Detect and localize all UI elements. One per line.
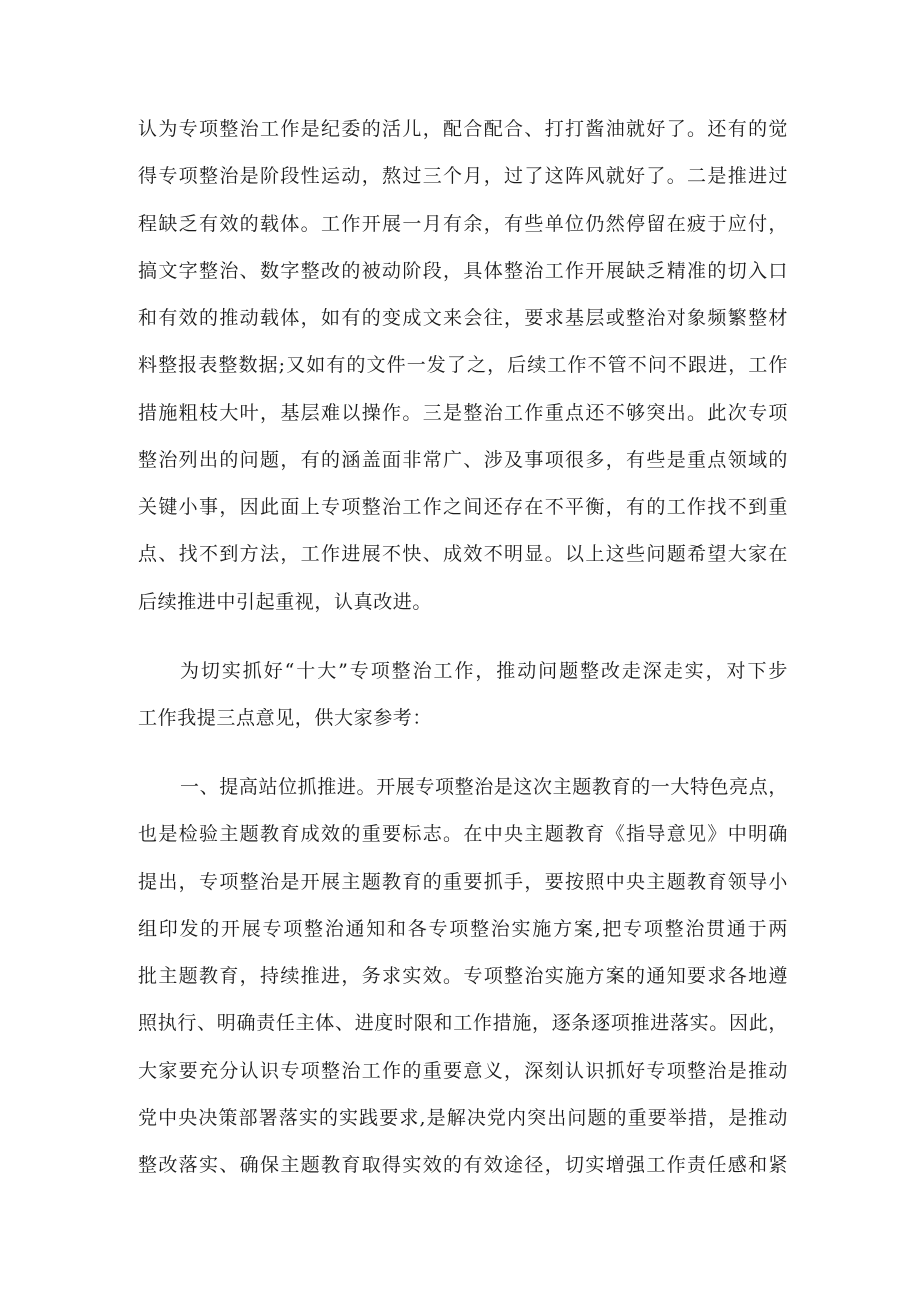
text-line: 料整报表整数据;又如有的文件一发了之，后续工作不管不问不跟进，工作: [138, 354, 788, 376]
text-line: 搞文字整治、数字整改的被动阶段，具体整治工作开展缺乏精准的切入口: [138, 260, 788, 282]
text-line: 整治列出的问题，有的涵盖面非常广、涉及事项很多，有些是重点领域的: [138, 449, 788, 471]
text-line: 措施粗枝大叶，基层难以操作。三是整治工作重点还不够突出。此次专项: [138, 402, 788, 424]
text-line: 和有效的推动载体，如有的变成文来会往，要求基层或整治对象频繁整材: [138, 307, 788, 329]
text-line: 关键小事，因此面上专项整治工作之间还存在不平衡，有的工作找不到重: [138, 496, 788, 518]
text-line: 为切实抓好“十大”专项整治工作，推动问题整改走深走实，对下步: [180, 660, 788, 682]
text-line: 程缺乏有效的载体。工作开展一月有余，有些单位仍然停留在疲于应付，: [138, 213, 788, 235]
text-line: 整改落实、确保主题教育取得实效的有效途径，切实增强工作责任感和紧: [138, 1154, 788, 1176]
text-line: 后续推进中引起重视，认真改进。: [138, 591, 433, 613]
text-line: 照执行、明确责任主体、进度时限和工作措施，逐条逐项推进落实。因此，: [138, 1012, 788, 1034]
text-line: 组印发的开展专项整治通知和各专项整治实施方案,把专项整治贯通于两: [138, 918, 788, 940]
text-line: 也是检验主题教育成效的重要标志。在中央主题教育《指导意见》中明确: [138, 823, 788, 845]
text-line: 一、提高站位抓推进。开展专项整治是这次主题教育的一大特色亮点，: [180, 776, 788, 798]
text-line: 认为专项整治工作是纪委的活儿，配合配合、打打酱油就好了。还有的觉: [138, 118, 788, 140]
text-line: 批主题教育，持续推进，务求实效。专项整治实施方案的通知要求各地遵: [138, 965, 788, 987]
text-line: 大家要充分认识专项整治工作的重要意义，深刻认识抓好专项整治是推动: [138, 1060, 788, 1082]
text-line: 得专项整治是阶段性运动，熬过三个月，过了这阵风就好了。二是推进过: [138, 165, 788, 187]
text-line: 提出，专项整治是开展主题教育的重要抓手，要按照中央主题教育领导小: [138, 871, 788, 893]
text-line: 工作我提三点意见，供大家参考：: [138, 707, 433, 729]
text-line: 党中央决策部署落实的实践要求,是解决党内突出问题的重要举措，是推动: [138, 1107, 788, 1129]
text-line: 点、找不到方法，工作进展不快、成效不明显。以上这些问题希望大家在: [138, 543, 788, 565]
